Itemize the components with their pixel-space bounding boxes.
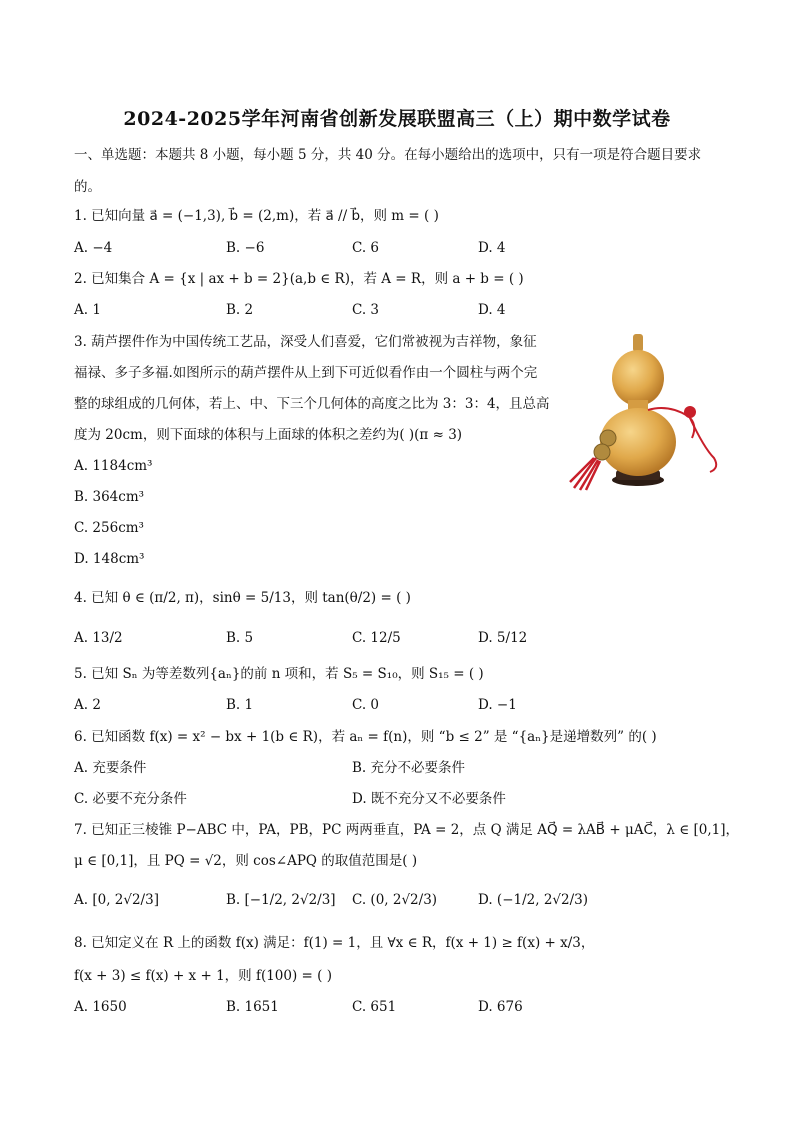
question-1-option-d: D. 4 [478, 240, 506, 256]
question-3-text-line1: 3. 葫芦摆件作为中国传统工艺品，深受人们喜爱，它们常被视为吉祥物，象征 [74, 334, 537, 350]
question-2-option-a: A. 1 [74, 302, 101, 318]
question-2-option-d: D. 4 [478, 302, 506, 318]
question-6-option-c: C. 必要不充分条件 [74, 791, 187, 807]
question-1-text: 1. 已知向量 a⃗ = (−1,3), b⃗ = (2,m)，若 a⃗ // b⃗，则 m = ( ) [74, 208, 439, 224]
question-2-option-c: C. 3 [352, 302, 380, 318]
question-8-option-a: A. 1650 [74, 999, 127, 1015]
question-7-option-a: A. [0, 2√2/3] [74, 892, 159, 908]
question-4-option-b: B. 5 [226, 630, 254, 646]
question-2-text: 2. 已知集合 A = {x | ax + b = 2}(a,b ∈ R)，若 A = R，则 a + b = ( ) [74, 271, 524, 287]
question-8-text-line1: 8. 已知定义在 R 上的函数 f(x) 满足：f(1) = 1，且 ∀x ∈ R，f(x + 1) ≥ f(x) + x/3， [74, 935, 595, 951]
question-8-option-c: C. 651 [352, 999, 397, 1015]
question-7-text-line2: μ ∈ [0,1]，且 PQ = √2，则 cos∠APQ 的取值范围是( ) [74, 853, 418, 869]
question-3-text-line3: 整的球组成的几何体，若上、中、下三个几何体的高度之比为 3：3：4，且总高 [74, 396, 550, 412]
question-7-option-c: C. (0, 2√2/3) [352, 892, 438, 908]
question-5-option-d: D. −1 [478, 697, 517, 713]
question-5-option-a: A. 2 [74, 697, 101, 713]
question-6-option-a: A. 充要条件 [74, 760, 147, 776]
question-2-option-b: B. 2 [226, 302, 254, 318]
question-4-text: 4. 已知 θ ∈ (π/2, π)，sinθ = 5/13，则 tan(θ/2) = ( ) [74, 590, 411, 606]
question-3-text-line4: 度为 20cm，则下面球的体积与上面球的体积之差约为( )(π ≈ 3) [74, 427, 463, 443]
section-instructions-line2: 的。 [74, 179, 101, 195]
question-7-text-line1: 7. 已知正三棱锥 P−ABC 中，PA，PB，PC 两两垂直，PA = 2，点 Q 满足 AQ⃗ = λAB⃗ + μAC⃗，λ ∈ [0,1]， [74, 822, 740, 838]
question-1-option-b: B. −6 [226, 240, 265, 256]
question-3-option-c: C. 256cm³ [74, 520, 144, 536]
question-8-option-d: D. 676 [478, 999, 523, 1015]
question-5-option-c: C. 0 [352, 697, 380, 713]
question-8-option-b: B. 1651 [226, 999, 279, 1015]
question-6-option-d: D. 既不充分又不必要条件 [352, 791, 506, 807]
question-3-option-a: A. 1184cm³ [74, 458, 153, 474]
question-6-option-b: B. 充分不必要条件 [352, 760, 466, 776]
question-5-text: 5. 已知 Sₙ 为等差数列{aₙ}的前 n 项和，若 S₅ = S₁₀，则 S₁₅ = ( ) [74, 666, 484, 682]
question-7-option-d: D. (−1/2, 2√2/3) [478, 892, 588, 908]
question-1-option-c: C. 6 [352, 240, 380, 256]
gourd-ornament-image [566, 330, 726, 495]
question-3-text-line2: 福禄、多子多福.如图所示的葫芦摆件从上到下可近似看作由一个圆柱与两个完 [74, 365, 538, 381]
section-instructions-line1: 一、单选题：本题共 8 小题，每小题 5 分，共 40 分。在每小题给出的选项中，只有一项是符合题目要求 [74, 147, 702, 163]
question-1-option-a: A. −4 [74, 240, 113, 256]
question-3-option-b: B. 364cm³ [74, 489, 145, 505]
question-4-option-a: A. 13/2 [74, 630, 123, 646]
exam-title: 2024-2025学年河南省创新发展联盟高三（上）期中数学试卷 [123, 108, 671, 130]
question-7-option-b: B. [−1/2, 2√2/3] [226, 892, 336, 908]
question-4-option-c: C. 12/5 [352, 630, 401, 646]
question-4-option-d: D. 5/12 [478, 630, 528, 646]
question-3-option-d: D. 148cm³ [74, 551, 145, 567]
question-6-text: 6. 已知函数 f(x) = x² − bx + 1(b ∈ R)，若 aₙ = f(n)，则 “b ≤ 2” 是 “{aₙ}是递增数列” 的( ) [74, 729, 657, 745]
question-8-text-line2: f(x + 3) ≤ f(x) + x + 1，则 f(100) = ( ) [74, 968, 332, 984]
question-5-option-b: B. 1 [226, 697, 254, 713]
